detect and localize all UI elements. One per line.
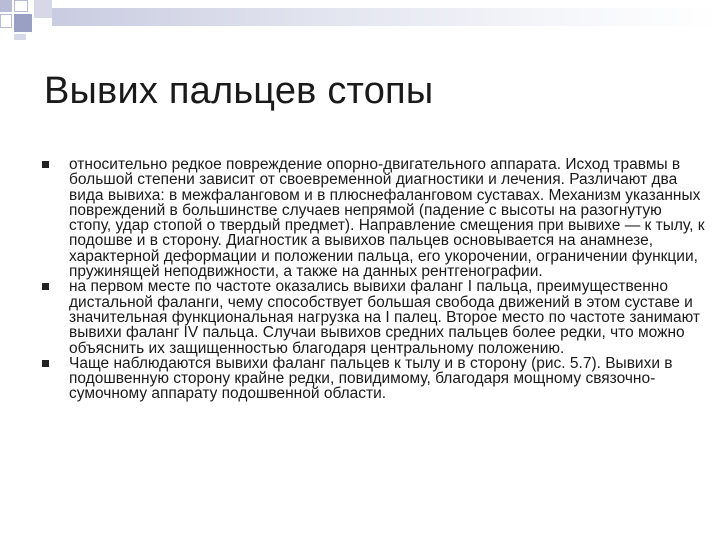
deco-square [34, 0, 52, 18]
header-decoration [0, 0, 720, 40]
bullet-item [42, 279, 708, 355]
header-gradient-bar [52, 8, 720, 26]
bullet-text: относительно редкое повреждение опорно-двигательного аппарата. Исход травмы в большой степени зависит от своевременной диагностики и лечения. Различают два вида вывиха: в межфаланговом и в плюснефаланговом суставах. Механизм указанных повреждений в большинстве случаев непрямой (падение с высоты на разогнутую стопу, удар стопой о твердый предмет). Направление смещения при вывихе — к тылу, к подошве и в сторону. Диагностик а вывихов пальцев основывается на анамнезе, характерной деформации и положении пальца, его укорочении, ограничении функции, пружинящей неподвижности, а также на данных рентгенографии. [69, 156, 705, 281]
square-bullet-icon [42, 161, 49, 168]
square-bullet-icon [42, 283, 49, 290]
slide-title: Вывих пальцев стопы [44, 70, 434, 112]
deco-square-outline [14, 0, 28, 12]
bullet-item [42, 356, 708, 402]
deco-square-outline [0, 14, 12, 28]
square-bullet-icon [42, 360, 49, 367]
deco-square [14, 14, 32, 32]
bullet-text: на первом месте по частоте оказались вывихи фаланг I пальца, преимущественно дистальной фаланги, чему способствует большая свобода движений в этом суставе и значительная функциональная нагрузка на I палец. Второе место по частоте занимают вывихи фаланг IV пальца. Случаи вывихов средних пальцев более редки, что можно объяснить их защищенностью благодаря центральному положению. [69, 278, 701, 357]
bullet-text: Чаще наблюдаются вывихи фаланг пальцев к тылу и в сторону (рис. 5.7). Вывихи в подошвенную сторону крайне редки, повидимому, благодаря мощному связочно-сумочному аппарату подошвенной области. [69, 354, 673, 403]
deco-square [14, 34, 26, 40]
bullet-item [42, 157, 708, 279]
deco-square [0, 0, 12, 12]
bullet-list [42, 157, 708, 402]
